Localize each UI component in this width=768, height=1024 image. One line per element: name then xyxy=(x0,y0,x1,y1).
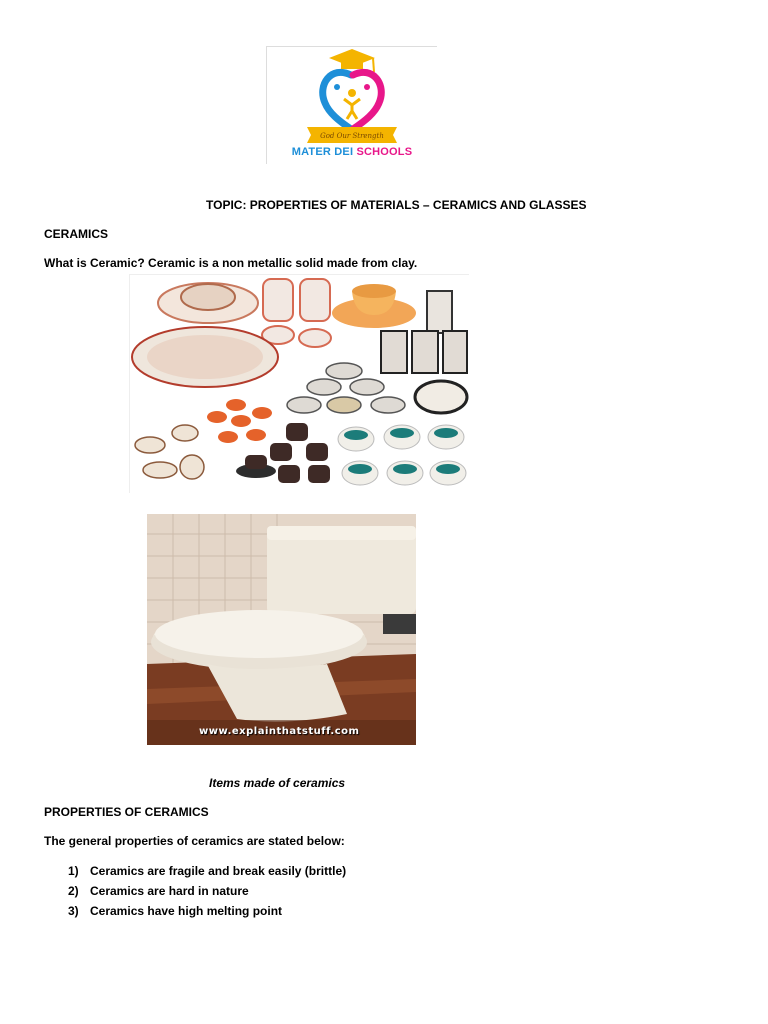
list-item-text: Ceramics are fragile and break easily (brittle) xyxy=(90,864,347,878)
list-item-number: 2) xyxy=(68,884,79,898)
ceramics-heading: CERAMICS xyxy=(44,227,109,241)
image-caption: Items made of ceramics xyxy=(209,776,346,790)
ceramic-definition: What is Ceramic? Ceramic is a non metallic solid made from clay. xyxy=(44,256,418,270)
ceramic-items-photo xyxy=(129,274,469,493)
list-item-text: Ceramics have high melting point xyxy=(90,904,283,918)
photo-watermark: www.explainthatstuff.com xyxy=(199,726,360,737)
properties-heading: PROPERTIES OF CERAMICS xyxy=(44,805,209,819)
school-name xyxy=(287,146,417,158)
list-item-number: 3) xyxy=(68,904,79,918)
topic-heading: TOPIC: PROPERTIES OF MATERIALS – CERAMICS AND GLASSES xyxy=(206,198,587,212)
logo-banner-text: God Our Strength xyxy=(320,132,384,140)
school-name-part1: MATER DEI xyxy=(291,146,354,158)
properties-intro: The general properties of ceramics are stated below: xyxy=(44,834,345,848)
school-name-part2: SCHOOLS xyxy=(356,146,413,158)
toilet-photo xyxy=(147,514,416,745)
list-item-text: Ceramics are hard in nature xyxy=(90,884,249,898)
list-item-number: 1) xyxy=(68,864,79,878)
school-logo xyxy=(266,46,437,164)
